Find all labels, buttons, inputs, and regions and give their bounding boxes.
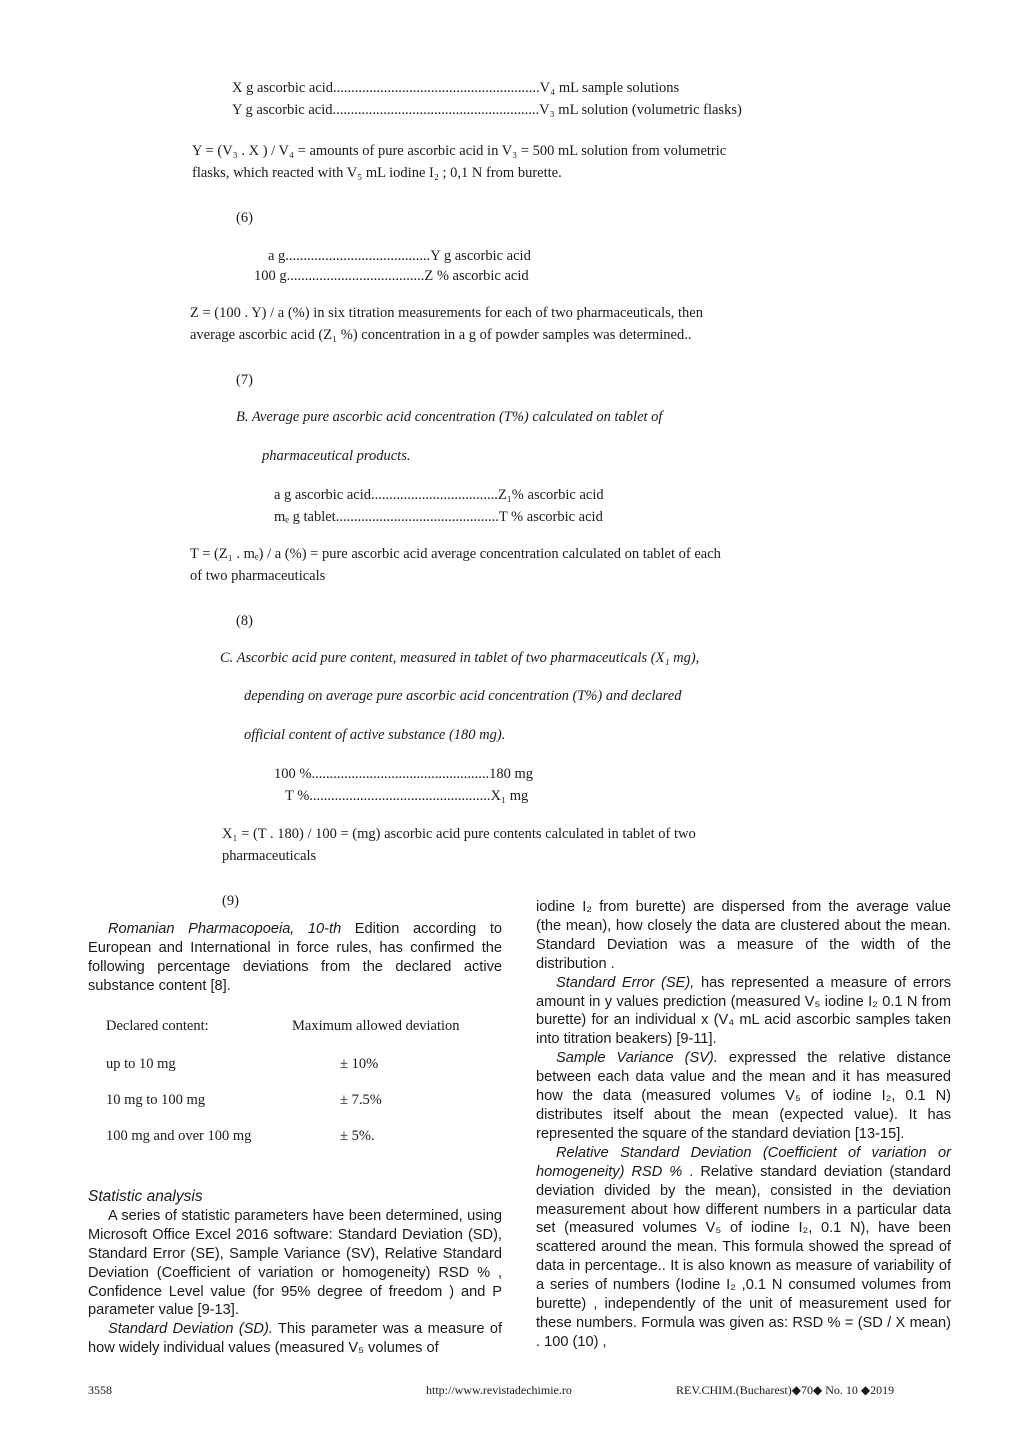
table-header-deviation: Maximum allowed deviation — [292, 1018, 460, 1034]
table-cell: 10 mg to 100 mg — [106, 1092, 206, 1108]
paragraph-standard-deviation — [88, 1320, 502, 1358]
sample-variance-text: expressed the relative distance between each data value and the mean and it has measured how the data (measured volumes V₅ of iodine I₂, 0.1 N) distributes itself about the mean (expected value). It has represented the square of the standard deviation [13-15]. — [536, 1050, 951, 1142]
eq-y-line-2: flasks, which reacted with V₅ mL iodine I₂ ; 0,1 N from burette. — [192, 165, 562, 181]
section-c-heading-cont-2: official content of active substance (180 mg). — [244, 727, 506, 743]
x-line-1: 100 %.................................................180 mg — [274, 766, 533, 782]
t-line-2: mₑ g tablet.............................................T % ascorbic acid — [274, 509, 603, 525]
x-line-2: T %..................................................X₁ mg — [285, 788, 529, 804]
journal-url: http://www.revistadechimie.ro — [426, 1383, 572, 1397]
equation-number-7: (7) — [236, 372, 253, 388]
standard-deviation-term: Standard Deviation (SD). — [108, 1321, 273, 1338]
eq-z-line-2: average ascorbic acid (Z₁ %) concentration in a g of powder samples was determined.. — [190, 327, 692, 343]
top-line-2: Y g ascorbic acid.........................................................V₃ mL solution (volumetric flasks) — [232, 102, 742, 118]
pharmacopoeia-text: Edition according to European and International in force rules, has confirmed the following percentage deviations from the declared active substance content [8]. — [88, 921, 502, 994]
left-column-statistics — [88, 1188, 502, 1358]
left-column — [88, 920, 502, 996]
eq-x-line-2: pharmaceuticals — [222, 848, 317, 864]
paragraph-sample-variance — [536, 1049, 951, 1144]
section-c-heading-cont: depending on average pure ascorbic acid concentration (T%) and declared — [244, 688, 682, 704]
page-number: 3558 — [88, 1383, 112, 1397]
equation-number-8: (8) — [236, 613, 253, 629]
eq-t-line-2: of two pharmaceuticals — [190, 568, 326, 584]
paragraph-standard-error — [536, 974, 951, 1050]
table-header-declared: Declared content: — [106, 1018, 209, 1034]
az-line-1: a g........................................Y g ascorbic acid — [268, 248, 531, 264]
eq-z-line-1: Z = (100 . Y) / a (%) in six titration measurements for each of two pharmaceuticals, then — [190, 305, 703, 321]
sample-variance-term: Sample Variance (SV). — [556, 1050, 718, 1067]
section-b-heading: B. Average pure ascorbic acid concentration (T%) calculated on tablet of — [236, 409, 663, 425]
paragraph-rsd — [536, 1144, 951, 1352]
standard-deviation-text: This parameter was a measure of how widely individual values (measured V₅ volumes of — [88, 1321, 503, 1357]
table-cell: ± 5%. — [340, 1128, 375, 1144]
paragraph-statistic-parameters: A series of statistic parameters have been determined, using Microsoft Office Excel 2016 software: Standard Deviation (SD), Standard Error (SE), Sample Variance (SV), Relative Standard Deviation (Coefficient of variation or homogeneity) RSD % , Confidence Level value (for 95% degree of freedom ) and P parameter value [9-13]. — [88, 1207, 502, 1319]
section-c-heading: C. Ascorbic acid pure content, measured in tablet of two pharmaceuticals (X₁ mg), — [220, 650, 700, 666]
right-column — [536, 898, 951, 1352]
standard-error-text: has represented a measure of errors amount in y values prediction (measured V₅ iodine I₂ 0.1 N from burette) for an individual x (V₄ mL acid ascorbic samples taken into titration beakers) [9-11]. — [536, 974, 951, 1048]
statistic-analysis-heading: Statistic analysis — [88, 1188, 203, 1205]
standard-error-term: Standard Error (SE), — [556, 974, 695, 991]
equation-number-9: (9) — [222, 893, 239, 909]
eq-t-line-1: T = (Z₁ . mₑ) / a (%) = pure ascorbic acid average concentration calculated on tablet of each — [190, 546, 721, 562]
rsd-term: Relative Standard Deviation (Coefficient of variation or homogeneity) RSD % — [536, 1144, 951, 1180]
table-cell: 100 mg and over 100 mg — [106, 1128, 252, 1144]
paragraph-sd-continued: iodine I₂ from burette) are dispersed from the average value (the mean), how closely the data are clustered about the mean. Standard Deviation was a measure of the width of the distribution . — [536, 899, 951, 972]
table-cell: ± 10% — [340, 1056, 379, 1072]
az-line-2: 100 g......................................Z % ascorbic acid — [254, 268, 529, 284]
equation-number-6: (6) — [236, 210, 253, 226]
top-line-1: X g ascorbic acid.........................................................V₄ mL sample solutions — [232, 80, 680, 96]
t-line-1: a g ascorbic acid...................................Z₁% ascorbic acid — [274, 487, 604, 503]
section-b-heading-cont: pharmaceutical products. — [262, 448, 411, 464]
pharmacopoeia-title: Romanian Pharmacopoeia, 10-th — [108, 921, 342, 937]
paragraph-pharmacopoeia — [88, 920, 502, 996]
table-cell: ± 7.5% — [340, 1092, 382, 1108]
table-cell: up to 10 mg — [106, 1056, 176, 1072]
eq-x-line-1: X₁ = (T . 180) / 100 = (mg) ascorbic acid pure contents calculated in tablet of two — [222, 826, 696, 842]
rsd-text: . Relative standard deviation (standard deviation divided by the mean), consisted in the deviation measurement about how different numbers in a particular data set (measured volumes V₅ of iodine I₂, 0.1 N), have been scattered around the mean. This formula showed the spread of data in percentage.. It is also known as measure of variability of a series of numbers (Iodine I₂ ,0.1 N consumed volumes from burette) , independently of the unit of measurement used for these numbers. Formula was given as: RSD % = (SD / X mean) . 100 (10) , — [536, 1163, 952, 1350]
journal-citation: REV.CHIM.(Bucharest)◆70◆ No. 10 ◆2019 — [676, 1383, 895, 1397]
eq-y-line-1: Y = (V₃ . X ) / V₄ = amounts of pure ascorbic acid in V₃ = 500 mL solution from volumetric — [192, 143, 727, 159]
